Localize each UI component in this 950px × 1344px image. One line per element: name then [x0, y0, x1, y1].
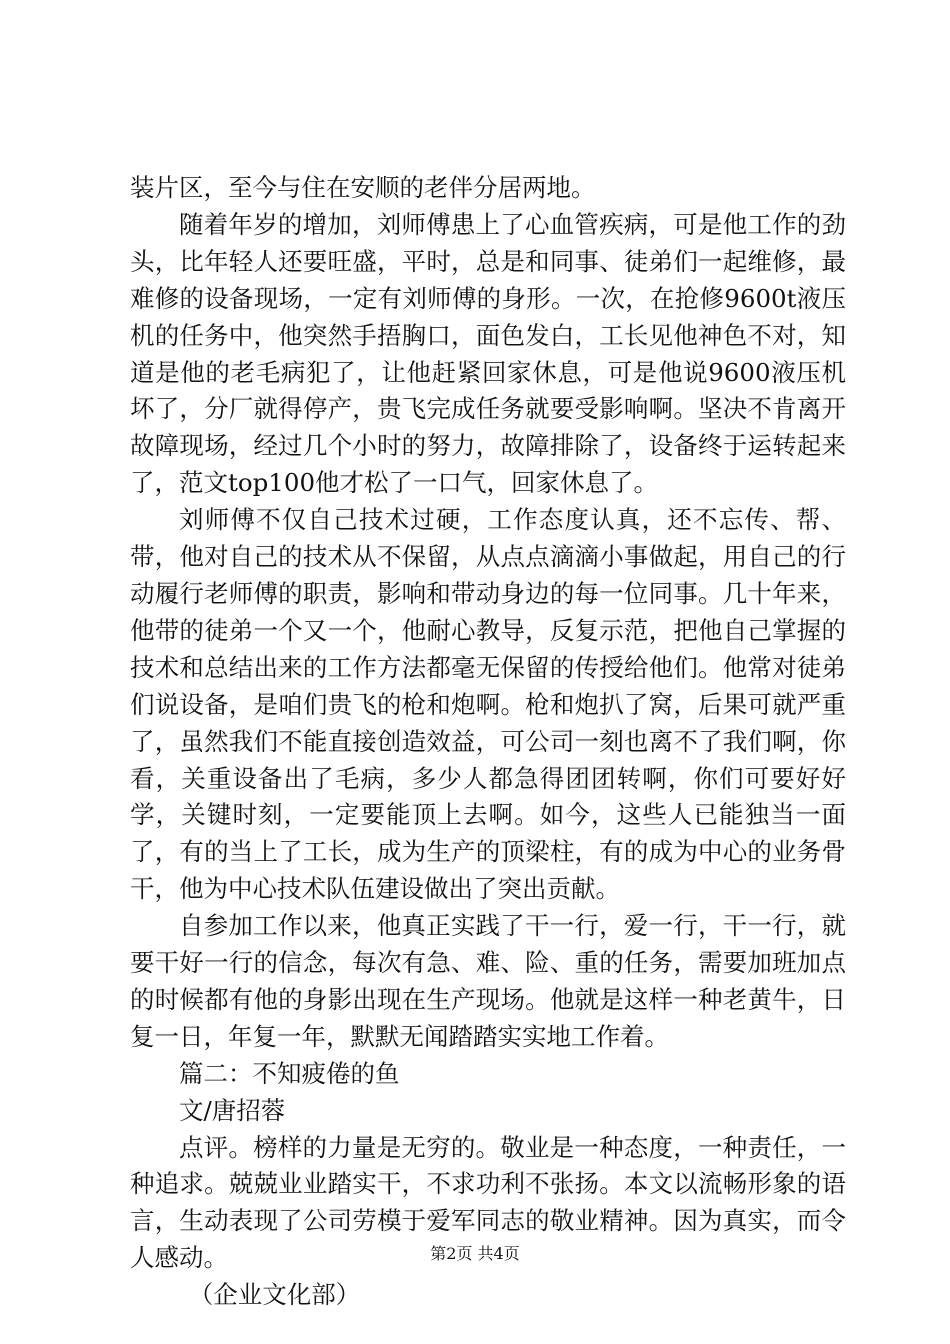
document-body — [130, 170, 846, 1314]
page-number: 第2页 共4页 — [430, 1244, 520, 1263]
author-line: 文/唐招蓉 — [179, 1095, 286, 1125]
paragraph-illness: 随着年岁的增加，刘师傅患上了心血管疾病，可是他工作的劲头，比年轻人还要旺盛，平时，总是和同事、徒弟们一起维修，最难修的设备现场，一定有刘师傅的身形。一次，在抢修9600t液压机的任务中，他突然手捂胸口，面色发白，工长见他神色不对，知道是他的老毛病犯了，让他赶紧回家休息，可是他说9600液压机坏了，分厂就得停产，贵飞完成任务就要受影响啊。坚决不肯离开故障现场，经过几个小时的努力，故障排除了，设备终于运转起来了，范文top100他才松了一口气，回家休息了。 — [130, 209, 846, 498]
department-signature: （企业文化部） — [188, 1280, 361, 1310]
paragraph-review: 点评。榜样的力量是无穷的。敬业是一种态度，一种责任，一种追求。兢兢业业踏实干，不求功利不张扬。本文以流畅形象的语言，生动表现了公司劳模于爱军同志的敬业精神。因为真实，而令人感动。 — [130, 1132, 846, 1273]
paragraph-dedication: 自参加工作以来，他真正实践了干一行，爱一行，干一行，就要干好一行的信念，每次有急、难、险、重的任务，需要加班加点的时候都有他的身影出现在生产现场。他就是这样一种老黄牛，日复一日，年复一年，默默无闻踏踏实实地工作着。 — [130, 911, 846, 1051]
section-title: 篇二：不知疲倦的鱼 — [179, 1058, 400, 1088]
paragraph-mentoring: 刘师傅不仅自己技术过硬，工作态度认真，还不忘传、帮、带，他对自己的技术从不保留，从点点滴滴小事做起，用自己的行动履行老师傅的职责，影响和带动身边的每一位同事。几十年来，他带的徒弟一个又一个，他耐心教导，反复示范，把他自己掌握的技术和总结出来的工作方法都毫无保留的传授给他们。他常对徒弟们说设备，是咱们贵飞的枪和炮啊。枪和炮扒了窝，后果可就严重了，虽然我们不能直接创造效益，可公司一刻也离不了我们啊，你看，关重设备出了毛病，多少人都急得团团转啊，你们可要好好学，关键时刻，一定要能顶上去啊。如今，这些人已能独当一面了，有的当上了工长，成为生产的顶梁柱，有的成为中心的业务骨干，他为中心技术队伍建设做出了突出贡献。 — [130, 505, 846, 904]
paragraph-continuation: 装片区，至今与住在安顺的老伴分居两地。 — [130, 173, 596, 202]
